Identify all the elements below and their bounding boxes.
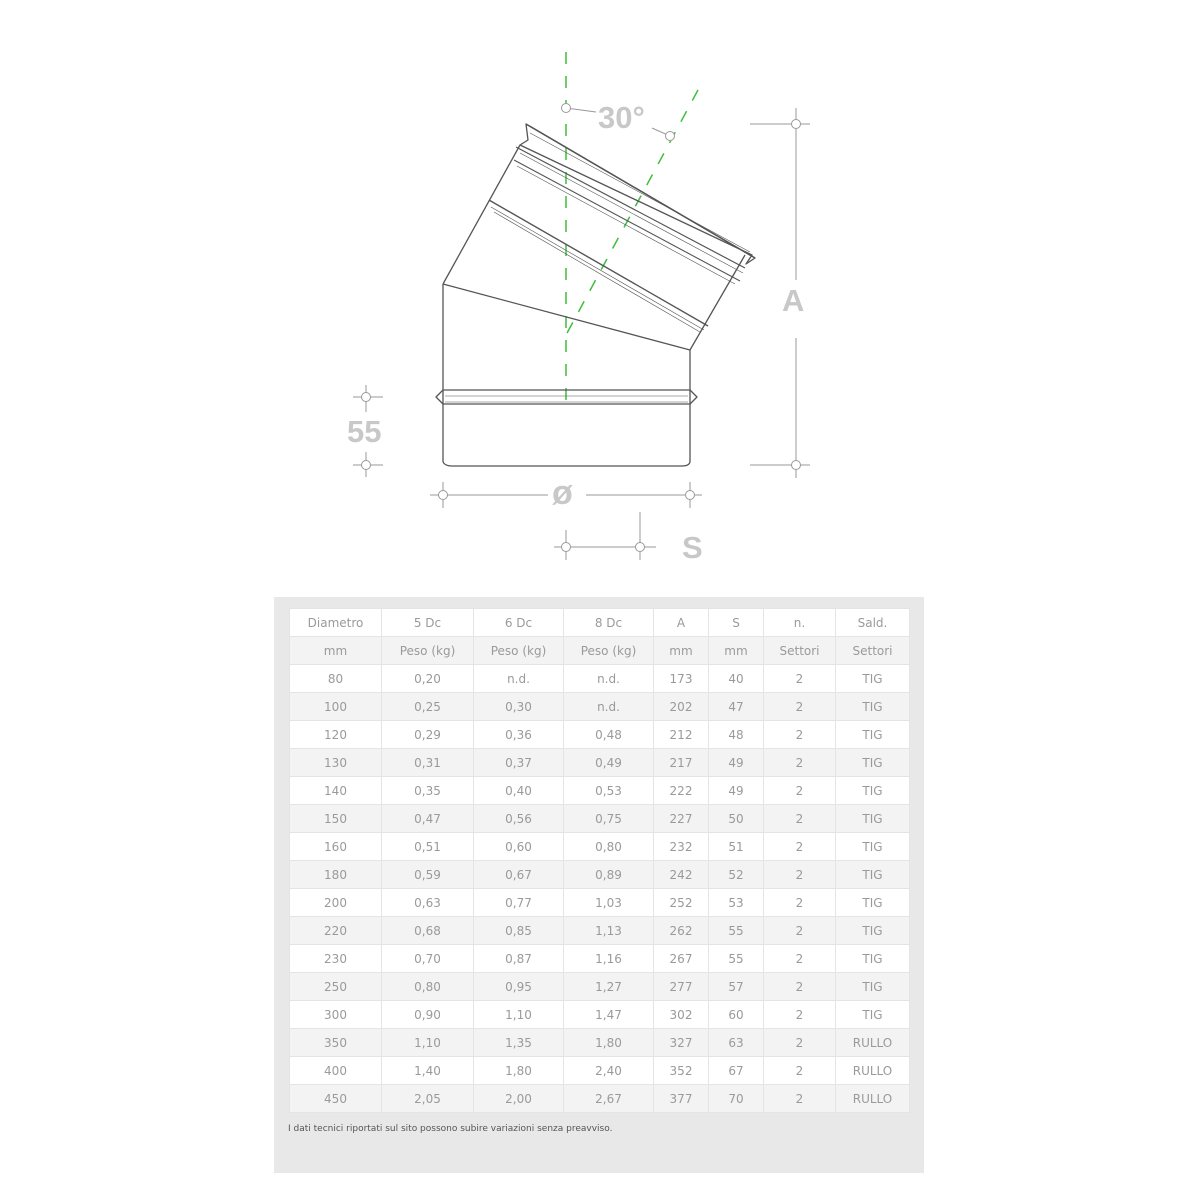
table-cell: n.d. [564, 665, 654, 693]
table-body [290, 665, 910, 1113]
disclaimer-note: I dati tecnici riportati sul sito possono subire variazioni senza preavviso. [288, 1124, 613, 1134]
table-row [290, 1085, 910, 1113]
table-cell: n.d. [564, 693, 654, 721]
table-row [290, 917, 910, 945]
header-cell: S [709, 609, 764, 637]
table-cell: 212 [654, 721, 709, 749]
table-cell: TIG [836, 973, 910, 1001]
table-cell: 450 [290, 1085, 382, 1113]
table-cell: 0,59 [382, 861, 474, 889]
table-cell: 1,47 [564, 1001, 654, 1029]
table-cell: 0,90 [382, 1001, 474, 1029]
table-row [290, 1029, 910, 1057]
table-cell: 0,80 [564, 833, 654, 861]
table-cell: 232 [654, 833, 709, 861]
table-cell: 0,35 [382, 777, 474, 805]
table-cell: 0,37 [474, 749, 564, 777]
table-cell: 2,40 [564, 1057, 654, 1085]
table-cell: 277 [654, 973, 709, 1001]
table-cell: 0,68 [382, 917, 474, 945]
table-cell: 0,87 [474, 945, 564, 973]
height-label: A [782, 283, 805, 318]
header-cell: mm [654, 637, 709, 665]
table-cell: 150 [290, 805, 382, 833]
table-cell: 57 [709, 973, 764, 1001]
table-row [290, 861, 910, 889]
table-cell: 222 [654, 777, 709, 805]
header-cell: 5 Dc [382, 609, 474, 637]
table-row [290, 1057, 910, 1085]
table-cell: 2 [764, 945, 836, 973]
table-cell: 60 [709, 1001, 764, 1029]
table-cell: 50 [709, 805, 764, 833]
table-cell: 0,48 [564, 721, 654, 749]
table-cell: 1,10 [474, 1001, 564, 1029]
table-cell: 230 [290, 945, 382, 973]
angle-label: 30° [598, 100, 645, 135]
table-row [290, 889, 910, 917]
table-cell: TIG [836, 805, 910, 833]
table-cell: 0,95 [474, 973, 564, 1001]
specs-table [289, 608, 910, 1113]
header-cell: mm [709, 637, 764, 665]
table-cell: 130 [290, 749, 382, 777]
header-cell: Diametro [290, 609, 382, 637]
offset-label: S [682, 530, 703, 565]
diameter-label: ø [552, 474, 573, 512]
table-cell: TIG [836, 861, 910, 889]
socket-length-label: 55 [347, 414, 382, 449]
table-cell: 400 [290, 1057, 382, 1085]
table-cell: RULLO [836, 1029, 910, 1057]
table-cell: 40 [709, 665, 764, 693]
table-cell: 2,05 [382, 1085, 474, 1113]
table-cell: 2 [764, 693, 836, 721]
table-row [290, 945, 910, 973]
header-cell: Sald. [836, 609, 910, 637]
table-cell: TIG [836, 945, 910, 973]
table-cell: 2 [764, 1085, 836, 1113]
table-cell: 0,56 [474, 805, 564, 833]
table-cell: 0,25 [382, 693, 474, 721]
table-cell: 0,29 [382, 721, 474, 749]
table-cell: 2 [764, 665, 836, 693]
table-cell: 0,77 [474, 889, 564, 917]
table-cell: RULLO [836, 1057, 910, 1085]
header-cell: mm [290, 637, 382, 665]
table-cell: 1,35 [474, 1029, 564, 1057]
table-cell: 327 [654, 1029, 709, 1057]
table-row [290, 665, 910, 693]
header-cell: Settori [764, 637, 836, 665]
table-cell: 140 [290, 777, 382, 805]
table-cell: 49 [709, 749, 764, 777]
table-cell: 0,20 [382, 665, 474, 693]
table-cell: 120 [290, 721, 382, 749]
table-cell: 2 [764, 1029, 836, 1057]
table-cell: 160 [290, 833, 382, 861]
table-cell: 202 [654, 693, 709, 721]
table-cell: RULLO [836, 1085, 910, 1113]
table-cell: 51 [709, 833, 764, 861]
table-cell: 2 [764, 777, 836, 805]
header-cell: 8 Dc [564, 609, 654, 637]
table-cell: 2 [764, 721, 836, 749]
table-cell: 0,75 [564, 805, 654, 833]
table-cell: 1,80 [564, 1029, 654, 1057]
table-row [290, 721, 910, 749]
angled-left-wall [443, 145, 520, 284]
table-cell: 217 [654, 749, 709, 777]
table-cell: TIG [836, 1001, 910, 1029]
table-cell: 377 [654, 1085, 709, 1113]
table-cell: n.d. [474, 665, 564, 693]
table-cell: 0,36 [474, 721, 564, 749]
header-cell: 6 Dc [474, 609, 564, 637]
table-cell: 47 [709, 693, 764, 721]
table-cell: 180 [290, 861, 382, 889]
table-cell: 0,89 [564, 861, 654, 889]
header-cell: Settori [836, 637, 910, 665]
table-cell: 0,51 [382, 833, 474, 861]
table-cell: 100 [290, 693, 382, 721]
header-cell: n. [764, 609, 836, 637]
table-cell: 0,30 [474, 693, 564, 721]
table-cell: 55 [709, 917, 764, 945]
table-cell: 2 [764, 973, 836, 1001]
table-cell: 55 [709, 945, 764, 973]
table-cell: 352 [654, 1057, 709, 1085]
table-cell: 0,63 [382, 889, 474, 917]
table-cell: 2 [764, 749, 836, 777]
table-cell: 0,67 [474, 861, 564, 889]
table-cell: 267 [654, 945, 709, 973]
table-cell: 2 [764, 1057, 836, 1085]
table-cell: 49 [709, 777, 764, 805]
table-cell: 300 [290, 1001, 382, 1029]
table-cell: 48 [709, 721, 764, 749]
table-cell: 220 [290, 917, 382, 945]
table-cell: TIG [836, 777, 910, 805]
table-cell: 250 [290, 973, 382, 1001]
table-cell: TIG [836, 889, 910, 917]
table-cell: TIG [836, 749, 910, 777]
table-cell: 0,31 [382, 749, 474, 777]
table-cell: 252 [654, 889, 709, 917]
specs-panel [274, 597, 924, 1173]
table-cell: 0,47 [382, 805, 474, 833]
header-row [290, 637, 910, 665]
elbow-diagram [0, 0, 1200, 580]
table-cell: 0,49 [564, 749, 654, 777]
table-cell: 350 [290, 1029, 382, 1057]
table-cell: TIG [836, 917, 910, 945]
table-cell: 242 [654, 861, 709, 889]
table-cell: 262 [654, 917, 709, 945]
table-cell: 2 [764, 1001, 836, 1029]
elbow-outline [436, 124, 755, 466]
table-cell: 1,80 [474, 1057, 564, 1085]
table-row [290, 749, 910, 777]
table-cell: 2 [764, 889, 836, 917]
header-cell: Peso (kg) [382, 637, 474, 665]
table-cell: 63 [709, 1029, 764, 1057]
table-cell: 80 [290, 665, 382, 693]
table-header [290, 609, 910, 665]
table-cell: TIG [836, 693, 910, 721]
table-cell: TIG [836, 665, 910, 693]
table-cell: 173 [654, 665, 709, 693]
table-cell: 53 [709, 889, 764, 917]
table-row [290, 777, 910, 805]
table-cell: TIG [836, 833, 910, 861]
header-cell: A [654, 609, 709, 637]
table-cell: 0,85 [474, 917, 564, 945]
table-cell: 0,70 [382, 945, 474, 973]
table-cell: 52 [709, 861, 764, 889]
table-cell: 0,53 [564, 777, 654, 805]
table-cell: 2,00 [474, 1085, 564, 1113]
table-cell: 67 [709, 1057, 764, 1085]
table-cell: 2 [764, 917, 836, 945]
table-cell: 200 [290, 889, 382, 917]
table-cell: 2 [764, 833, 836, 861]
table-row [290, 693, 910, 721]
table-cell: 1,27 [564, 973, 654, 1001]
header-cell: Peso (kg) [474, 637, 564, 665]
table-cell: 2,67 [564, 1085, 654, 1113]
dimension-markers [362, 100, 801, 552]
header-row [290, 609, 910, 637]
table-cell: 1,10 [382, 1029, 474, 1057]
table-cell: 302 [654, 1001, 709, 1029]
table-cell: 0,40 [474, 777, 564, 805]
table-row [290, 805, 910, 833]
table-cell: 1,13 [564, 917, 654, 945]
table-cell: TIG [836, 721, 910, 749]
table-cell: 2 [764, 805, 836, 833]
table-cell: 1,03 [564, 889, 654, 917]
table-cell: 1,16 [564, 945, 654, 973]
table-cell: 0,80 [382, 973, 474, 1001]
table-cell: 2 [764, 861, 836, 889]
table-cell: 1,40 [382, 1057, 474, 1085]
top-lip [520, 124, 755, 264]
table-cell: 70 [709, 1085, 764, 1113]
bottom-end [443, 462, 690, 466]
table-cell: 0,60 [474, 833, 564, 861]
elbow-drawing [0, 0, 1200, 580]
table-row [290, 833, 910, 861]
dimension-lines [353, 108, 810, 560]
header-cell: Peso (kg) [564, 637, 654, 665]
table-row [290, 1001, 910, 1029]
table-cell: 227 [654, 805, 709, 833]
table-row [290, 973, 910, 1001]
